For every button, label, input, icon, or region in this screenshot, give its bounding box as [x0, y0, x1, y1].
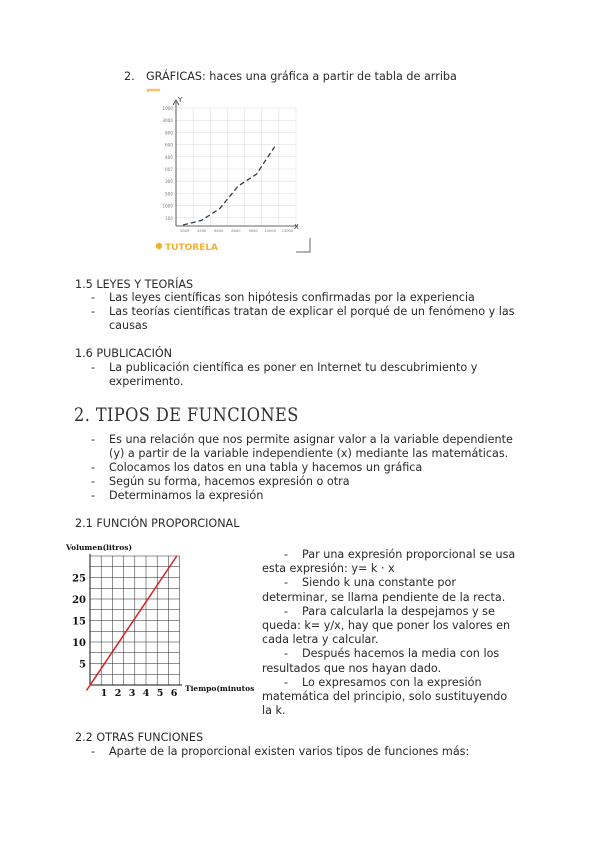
logo-mark-icon [156, 243, 162, 249]
list-item-text: La publicación científica es poner en Internet tu descubrimiento y [109, 361, 478, 374]
text-line-content: Lo expresamos con la expresión [302, 675, 482, 689]
x-tick-label: 2 [114, 688, 122, 698]
figure-growth-chart [146, 88, 316, 254]
x-axis-letter: X [294, 223, 299, 231]
text-line-content: Siendo k una constante por [302, 576, 456, 590]
x-tick-label: 3 [128, 688, 136, 698]
otras-heading: 2.2 OTRAS FUNCIONES [75, 731, 204, 744]
bullet-dash: - [284, 604, 289, 618]
text-line [262, 605, 532, 619]
list-item-text: Según su forma, hacemos expresión o otra [109, 475, 350, 488]
bullet-dash: - [91, 489, 96, 502]
text-line [262, 576, 532, 590]
y-tick-label: 5 [79, 659, 86, 671]
x-tick-label: 2000 [179, 229, 190, 233]
bullet-dash: - [91, 305, 96, 318]
proporcional-text [262, 548, 532, 718]
bullet-dash: - [284, 647, 289, 661]
x-tick-label: 6 [170, 688, 178, 698]
proportional-chart-svg [64, 540, 254, 698]
text-line-content: Para calcularla la despejamos y se [302, 604, 495, 618]
x-tick-label: 5 [156, 688, 164, 698]
graficas-number: 2. [124, 70, 135, 83]
text-line: cada letra y calcular. [262, 633, 379, 647]
bullet-dash: - [91, 745, 96, 758]
bullet-dash: - [91, 461, 96, 474]
list-item-text: Es una relación que nos permite asignar valor a la variable dependiente [109, 433, 513, 446]
funciones-title: 2. TIPOS DE FUNCIONES [74, 404, 299, 426]
list-item-text: Las leyes científicas son hipótesis confirmadas por la experiencia [109, 291, 475, 304]
tutorela-logo [156, 243, 218, 253]
x-tick-label: 13000 [281, 229, 294, 233]
list-item [91, 489, 531, 503]
leyes-heading: 1.5 LEYES Y TEORÍAS [75, 278, 194, 291]
y-tick-label: 1000 [162, 106, 173, 111]
list-item [91, 305, 531, 319]
y-tick-label: 600 [165, 142, 173, 148]
y-tick-label: 800 [165, 130, 173, 136]
y-tick-label: 25 [72, 573, 86, 585]
list-item-text: Colocamos los datos en una tabla y hacemos un gráfica [109, 461, 423, 474]
y-tick-label: 300 [165, 179, 173, 185]
list-item [91, 475, 531, 489]
text-line [262, 676, 532, 690]
list-item [91, 461, 531, 475]
bullet-dash: - [91, 361, 96, 374]
y-axis-title: Volumen(litros) [66, 543, 133, 552]
y-axis-letter: Y [178, 96, 183, 104]
text-line: matemática del principio, solo sustituyendo [262, 689, 508, 703]
y-tick-label: 400 [165, 154, 173, 160]
list-item [91, 361, 531, 375]
text-line: la k. [262, 704, 286, 718]
text-line [262, 647, 532, 661]
list-item [91, 433, 551, 447]
text-line: resultados que nos hayan dado. [262, 661, 442, 675]
y-tick-label: 007 [165, 167, 173, 172]
x-tick-label: 9000 [248, 229, 258, 233]
proporcional-heading: 2.1 FUNCIÓN PROPORCIONAL [75, 517, 240, 530]
bullet-dash: - [91, 433, 96, 446]
y-tick-label: 100 [165, 215, 173, 221]
figure-proportional-chart [64, 540, 254, 698]
bullet-dash: - [91, 475, 96, 488]
text-line-content: Después hacemos la media con los [302, 647, 500, 661]
text-line: determinar, se llama pendiente de la recta. [262, 590, 506, 604]
y-tick-label: 1000 [162, 203, 173, 209]
bullet-dash: - [284, 576, 289, 590]
bullet-dash: - [284, 548, 289, 561]
x-axis-title: Tiempo(minutos) [185, 684, 254, 693]
bullet-dash: - [91, 291, 96, 304]
list-item-continuation: causas [109, 319, 148, 332]
x-tick-label: 6000 [214, 229, 224, 233]
list-item-text: Determinamos la expresión [109, 489, 264, 502]
x-tick-label: 1 [100, 688, 108, 698]
x-tick-label: 4500 [197, 229, 207, 233]
y-tick-label: 20 [72, 595, 86, 606]
growth-chart-svg [146, 88, 316, 254]
y-tick-label: 500 [165, 191, 173, 197]
text-line [262, 548, 532, 562]
x-tick-label: 8000 [231, 229, 241, 233]
list-item-text: Las teorías científicas tratan de explicar el porqué de un fenómeno y las [109, 305, 515, 318]
list-item [91, 291, 531, 305]
y-tick-label: 3000 [162, 118, 173, 124]
logo-text: TUTORELA [165, 243, 219, 253]
list-item-continuation: (y) a partir de la variable independiente (x) mediante las matemáticas. [109, 447, 509, 460]
list-item-text: Aparte de la proporcional existen varios tipos de funciones más: [109, 745, 470, 758]
graficas-heading: GRÁFICAS: haces una gráfica a partir de tabla de arriba [146, 70, 457, 83]
x-tick-label: 4 [142, 688, 150, 698]
list-item-continuation: experimento. [109, 375, 184, 388]
y-tick-label: 10 [72, 638, 86, 649]
text-line: esta expresión: y= k · x [262, 562, 395, 576]
bullet-dash: - [284, 675, 289, 689]
list-item [91, 745, 531, 759]
y-tick-label: 15 [72, 616, 86, 628]
x-tick-label: 12000 [264, 229, 277, 233]
publicacion-heading: 1.6 PUBLICACIÓN [75, 347, 173, 360]
text-line-content: Par una expresión proporcional se usa [302, 548, 516, 561]
text-line: queda: k= y/x, hay que poner los valores en [262, 618, 511, 632]
